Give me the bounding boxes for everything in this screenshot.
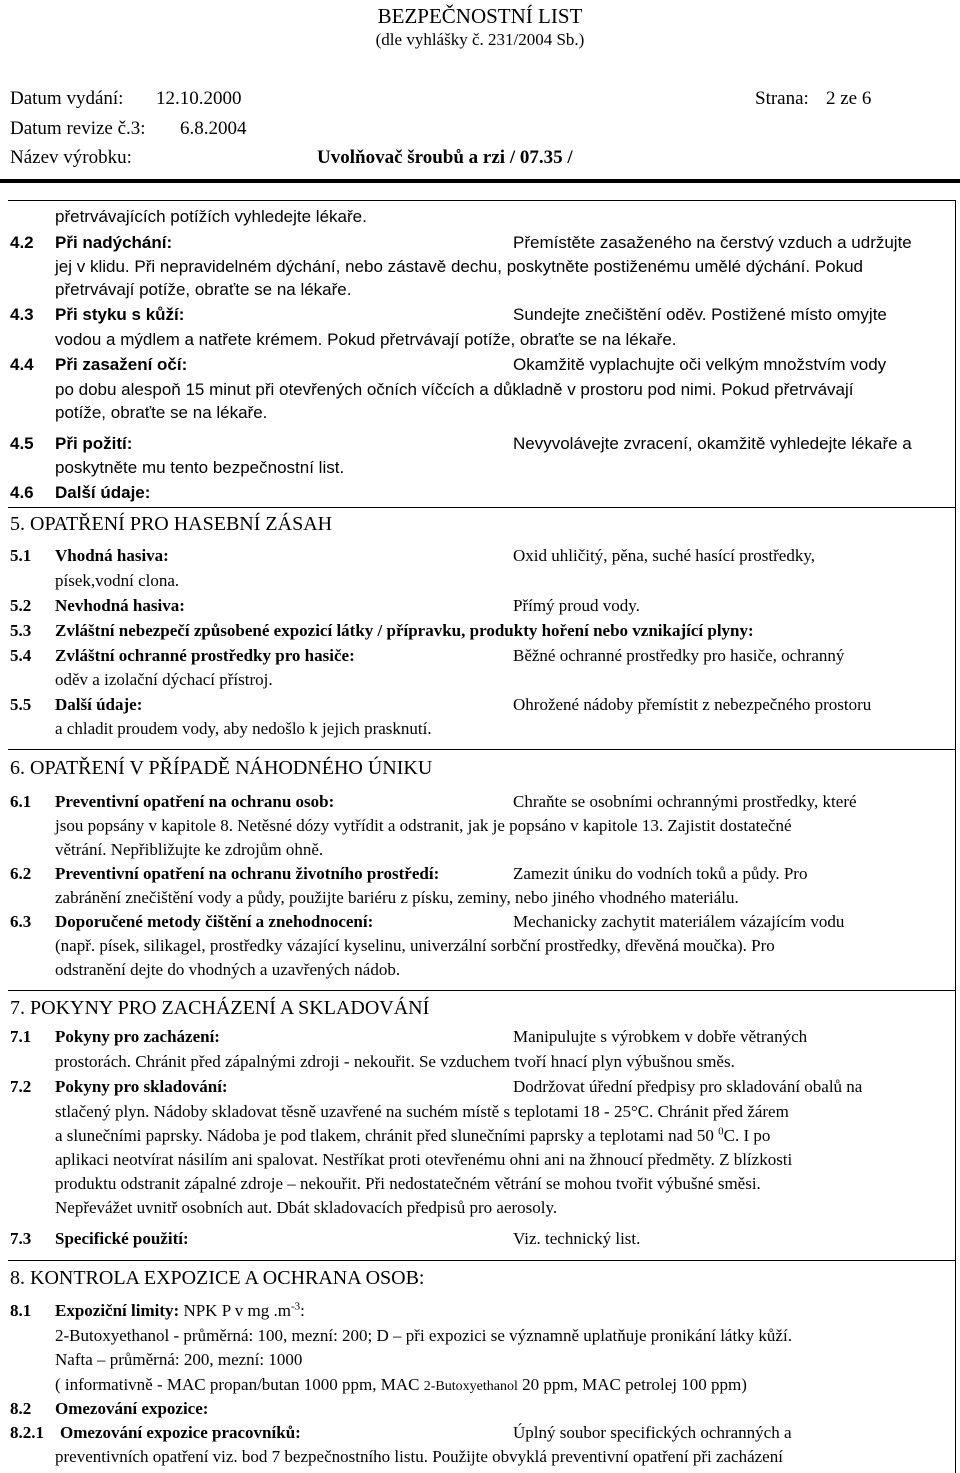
section-8-heading: 8. KONTROLA EXPOZICE A OCHRANA OSOB: (10, 1267, 425, 1289)
item-4-3-number: 4.3 (10, 305, 34, 324)
item-5-5-value: Ohrožené nádoby přemístit z nebezpečného prostoru (513, 695, 872, 714)
item-4-2-text: přetrvávají potíže, obraťte se na lékaře. (55, 280, 352, 299)
item-7-2-number: 7.2 (10, 1077, 32, 1096)
item-6-1-text: větrání. Nepřibližujte ke zdrojům ohně. (55, 840, 324, 859)
item-4-6-label: Další údaje: (55, 483, 151, 502)
item-6-3-number: 6.3 (10, 912, 32, 931)
item-5-1-number: 5.1 (10, 546, 32, 565)
item-5-1-text: písek,vodní clona. (55, 571, 180, 590)
document-subtitle: (dle vyhlášky č. 231/2004 Sb.) (375, 30, 585, 49)
item-5-2-number: 5.2 (10, 596, 32, 615)
item-7-2-text-part: C. I po (723, 1126, 771, 1145)
item-6-1-number: 6.1 (10, 792, 32, 811)
item-4-2-value: Přemístěte zasaženého na čerstvý vzduch a udržujte (513, 233, 912, 252)
page-label: Strana: (755, 88, 809, 109)
item-6-1-text: jsou popsány v kapitole 8. Netěsné dózy vytřídit a odstranit, jak je popsáno v kapitole 13. Zajistit dostatečné (55, 816, 792, 835)
item-8-2-1-text: preventivních opatření viz. bod 7 bezpečnostního listu. Použijte obvyklá preventivní opatření při zacházení (55, 1447, 783, 1466)
item-8-2-1-label: Omezování expozice pracovníků: (60, 1423, 301, 1442)
item-7-1-label: Pokyny pro zacházení: (55, 1027, 220, 1046)
section-divider (8, 1260, 956, 1261)
item-7-1-number: 7.1 (10, 1027, 32, 1046)
item-4-4-number: 4.4 (10, 355, 34, 374)
item-7-2-text: Nepřevážet uvnitř osobních aut. Dbát skladovacích předpisů pro aerosoly. (55, 1198, 558, 1217)
item-4-4-text: po dobu alespoň 15 minut při otevřených očních víčcích a důkladně v prostoru pod nimi. Pokud přetrvávají (55, 380, 854, 399)
item-5-5-text: a chladit proudem vody, aby nedošlo k jejich prasknutí. (55, 719, 432, 738)
document-title: BEZPEČNOSTNÍ LIST (377, 4, 583, 28)
item-8-2-number: 8.2 (10, 1399, 32, 1418)
item-4-3-value: Sundejte znečištění oděv. Postižené místo omyjte (513, 305, 887, 324)
item-4-2-text: jej v klidu. Při nepravidelném dýchání, nebo zástavě dechu, poskytněte postiženému umělé dýchání. Pokud (55, 257, 863, 276)
item-6-2-text: zabránění znečištění vody a půdy, použijte bariéru z písku, zeminy, nebo jiného vhodného materiálu. (55, 888, 739, 907)
section-6-heading: 6. OPATŘENÍ V PŘÍPADĚ NÁHODNÉHO ÚNIKU (10, 757, 433, 779)
item-6-2-number: 6.2 (10, 864, 32, 883)
item-7-1-text: prostorách. Chránit před zápalnými zdroji - nekouřit. Se vzduchem tvoří hnací plyn výbušnou směs. (55, 1052, 735, 1071)
item-4-2-label: Při nadýchání: (55, 233, 173, 252)
exposure-limit-part: ( informativně - MAC propan/butan 1000 ppm, MAC (55, 1375, 424, 1394)
issue-date-value: 12.10.2000 (156, 88, 242, 109)
item-7-3-label: Specifické použití: (55, 1229, 189, 1248)
item-8-2-1-number: 8.2.1 (10, 1423, 44, 1442)
item-4-6-number: 4.6 (10, 483, 34, 502)
item-4-4-text: potíže, obraťte se na lékaře. (55, 403, 268, 422)
item-5-4-label: Zvláštní ochranné prostředky pro hasiče: (55, 646, 355, 665)
item-5-5-number: 5.5 (10, 695, 32, 714)
item-4-5-value: Nevyvolávejte zvracení, okamžitě vyhledejte lékaře a (513, 434, 912, 453)
item-4-5-text: poskytněte mu tento bezpečnostní list. (55, 458, 345, 477)
frame-top (8, 200, 956, 201)
section-divider (8, 749, 956, 750)
header-rule (0, 179, 960, 183)
item-5-4-value: Běžné ochranné prostředky pro hasiče, ochranný (513, 646, 845, 665)
item-4-3-label: Při styku s kůží: (55, 305, 185, 324)
item-8-1-number: 8.1 (10, 1301, 32, 1320)
item-8-2-label: Omezování expozice: (55, 1399, 209, 1418)
item-5-3-number: 5.3 (10, 621, 32, 640)
item-5-4-text: oděv a izolační dýchací přístroj. (55, 670, 273, 689)
item-7-2-text-part: a slunečními paprsky. Nádoba je pod tlakem, chránit před slunečními paprsky a teplotami nad 50 (55, 1126, 719, 1145)
item-6-2-value: Zamezit úniku do vodních toků a půdy. Pro (513, 864, 808, 883)
product-label: Název výrobku: (10, 147, 132, 168)
exposure-limit-part: 2-Butoxyethanol (423, 1379, 518, 1394)
item-6-1-value: Chraňte se osobními ochrannými prostředky, které (513, 792, 857, 811)
item-7-1-value: Manipulujte s výrobkem v dobře větraných (513, 1027, 808, 1046)
item-5-4-number: 5.4 (10, 646, 32, 665)
item-5-1-label: Vhodná hasiva: (55, 546, 169, 565)
page-number: 2 ze 6 (826, 88, 872, 109)
item-8-1-line (55, 1301, 305, 1321)
item-7-2-label: Pokyny pro skladování: (55, 1077, 228, 1096)
item-4-2-number: 4.2 (10, 233, 34, 252)
exposure-limit-line (55, 1375, 747, 1395)
revision-value: 6.8.2004 (180, 118, 247, 139)
item-5-1-value: Oxid uhličitý, pěna, suché hasící prostředky, (513, 546, 815, 565)
item-7-2-text: produktu odstranit zápalné zdroje – nekouřit. Při nedostatečném větrání se mohou tvořit výbušné směsi. (55, 1174, 761, 1193)
item-5-5-label: Další údaje: (55, 695, 143, 714)
exposure-limit-line: Nafta – průměrná: 200, mezní: 1000 (55, 1350, 303, 1369)
item-6-1-label: Preventivní opatření na ochranu osob: (55, 792, 335, 811)
item-6-3-text: odstranění dejte do vhodných a uzavřených nádob. (55, 960, 401, 979)
item-7-2-text (55, 1126, 770, 1146)
item-7-2-text: stlačený plyn. Nádoby skladovat těsně uzavřené na suchém místě s teplotami 18 - 25°C. Chránit před žárem (55, 1102, 789, 1121)
item-7-2-value: Dodržovat úřední předpisy pro skladování obalů na (513, 1077, 863, 1096)
item-6-3-label: Doporučené metody čištění a znehodnocení: (55, 912, 374, 931)
item-8-1-value: NPK P v mg .m (179, 1301, 291, 1320)
section-divider (8, 990, 956, 991)
item-8-2-1-value: Úplný soubor specifických ochranných a (513, 1423, 792, 1442)
item-6-3-text: (např. písek, silikagel, prostředky vázající kyselinu, univerzální sorbční prostředky, dřevěná moučka). Pro (55, 936, 775, 955)
issue-date-label: Datum vydání: (10, 88, 124, 109)
item-4-4-value: Okamžitě vyplachujte oči velkým množstvím vody (513, 355, 887, 374)
item-4-5-label: Při požití: (55, 434, 133, 453)
item-4-3-text: vodou a mýdlem a natřete krémem. Pokud přetrvávají potíže, obraťte se na lékaře. (55, 330, 677, 349)
item-6-2-label: Preventivní opatření na ochranu životního prostředí: (55, 864, 440, 883)
item-4-4-label: Při zasažení očí: (55, 355, 188, 374)
section-divider (8, 507, 956, 508)
item-8-1-colon: : (300, 1301, 305, 1320)
item-7-2-text: aplikaci neotvírat násilím ani spalovat. Nestříkat proti otevřenému ohni ani na žhnoucí předměty. Z blízkosti (55, 1150, 793, 1169)
section-7-heading: 7. POKYNY PRO ZACHÁZENÍ A SKLADOVÁNÍ (10, 997, 430, 1019)
item-7-3-number: 7.3 (10, 1229, 32, 1248)
revision-label: Datum revize č.3: (10, 118, 146, 139)
product-name: Uvolňovač šroubů a rzi / 07.35 / (317, 147, 573, 168)
item-8-1-label: Expoziční limity: (55, 1301, 180, 1320)
section-5-heading: 5. OPATŘENÍ PRO HASEBNÍ ZÁSAH (10, 513, 333, 535)
item-5-2-label: Nevhodná hasiva: (55, 596, 185, 615)
item-6-3-value: Mechanicky zachytit materiálem vázajícím vodu (513, 912, 845, 931)
item-4-5-number: 4.5 (10, 434, 34, 453)
section-4-continuation: přetrvávajících potížích vyhledejte lékaře. (55, 207, 367, 226)
exposure-limit-part: 20 ppm, MAC petrolej 100 ppm) (517, 1375, 747, 1394)
item-7-3-value: Viz. technický list. (513, 1229, 641, 1248)
frame-right (955, 200, 956, 1473)
item-5-3-label: Zvláštní nebezpečí způsobené expozicí látky / přípravku, produkty hoření nebo vznikající plyny: (55, 621, 754, 640)
degree-superscript: 0 (718, 1125, 724, 1138)
exposure-limit-line: 2-Butoxyethanol - průměrná: 100, mezní: 200; D – při expozici se významně uplatňuje pronikání látky kůží. (55, 1326, 792, 1345)
unit-superscript: -3 (290, 1300, 301, 1313)
item-5-2-value: Přímý proud vody. (513, 596, 640, 615)
